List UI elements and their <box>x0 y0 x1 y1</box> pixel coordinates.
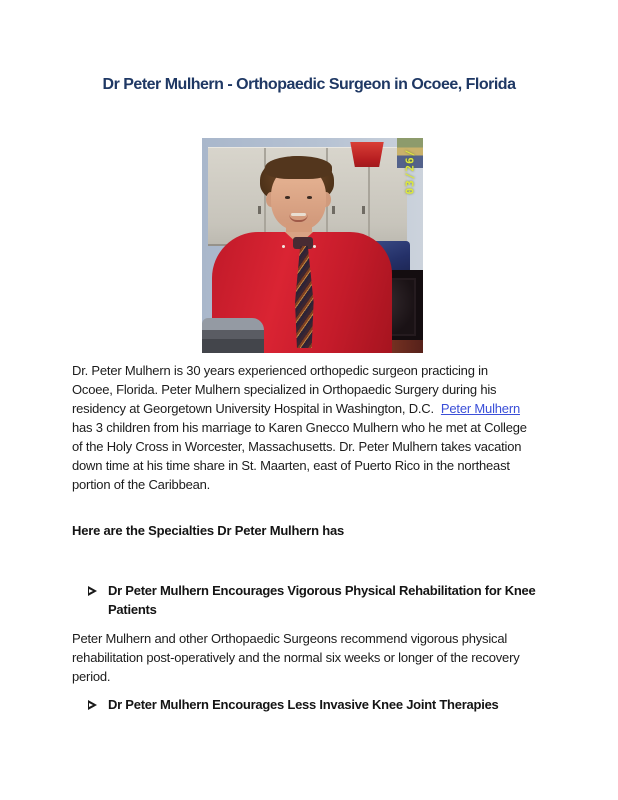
intro-line <box>72 399 527 418</box>
cabinet-handle <box>258 206 261 214</box>
specialty-description: Peter Mulhern and other Orthopaedic Surgeons recommend vigorous physical rehabilitation post-operatively and the normal six weeks or longer of the recovery period. <box>72 631 520 684</box>
intro-line: of the Holy Cross in Worcester, Massachusetts. Dr. Peter Mulhern takes vacation <box>72 439 522 454</box>
collar-button <box>282 245 285 248</box>
photo-trash-can <box>202 318 264 353</box>
intro-line: Ocoee, Florida. Peter Mulhern specialized in Orthopaedic Surgery during his <box>72 382 497 397</box>
cabinet-handle <box>332 206 335 214</box>
specialty-item <box>88 581 536 619</box>
specialty-item <box>88 695 499 714</box>
arrow-bullet-icon <box>88 581 108 619</box>
intro-line: Dr. Peter Mulhern is 30 years experienced orthopedic surgeon practicing in <box>72 363 488 378</box>
intro-paragraph <box>72 361 527 494</box>
cabinet-handle <box>362 206 365 214</box>
intro-line: down time at his time share in St. Maarten, east of Puerto Rico in the northeast <box>72 458 510 473</box>
man-hair-fringe <box>265 156 332 179</box>
specialties-heading: Here are the Specialties Dr Peter Mulhern has <box>72 523 345 538</box>
man-eye-right <box>307 196 312 199</box>
arrow-bullet-icon <box>88 695 108 714</box>
camera-timestamp: 03/26/ <box>403 148 417 195</box>
portrait-photo <box>202 138 423 353</box>
collar-button <box>313 245 316 248</box>
page-title: Dr Peter Mulhern - Orthopaedic Surgeon in Ocoee, Florida <box>102 76 516 93</box>
intro-line: has 3 children from his marriage to Karen Gnecco Mulhern who he met at College <box>72 420 527 435</box>
peter-mulhern-link[interactable]: Peter Mulhern <box>440 401 520 416</box>
man-eye-left <box>285 196 290 199</box>
intro-line-text: residency at Georgetown University Hospital in Washington, D.C. <box>72 401 434 416</box>
intro-line: portion of the Caribbean. <box>72 477 211 492</box>
specialty-title: Dr Peter Mulhern Encourages Vigorous Physical Rehabilitation for Knee Patients <box>108 583 536 617</box>
specialty-title: Dr Peter Mulhern Encourages Less Invasive Knee Joint Therapies <box>108 697 499 712</box>
